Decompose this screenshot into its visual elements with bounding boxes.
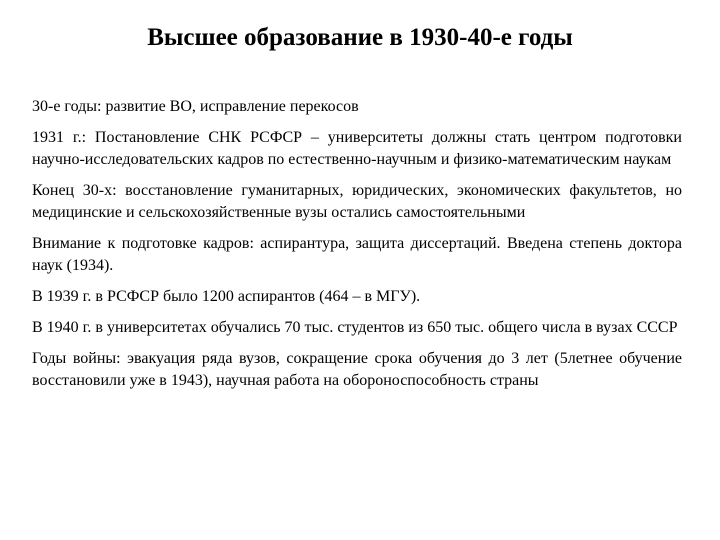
list-item: 30-е годы: развитие ВО, исправление перекосов	[32, 98, 359, 115]
list-item: В 1940 г. в университетах обучались 70 тыс. студентов из 650 тыс. общего числа в вузах СССР	[32, 319, 678, 336]
list-item: Внимание к подготовке кадров: аспирантура, защита диссертаций. Введена степень доктора наук (1934).	[32, 235, 682, 274]
bullet-list	[32, 96, 682, 401]
list-item: Годы войны: эвакуация ряда вузов, сокращение срока обучения до 3 лет (5летнее обучение восстановили уже в 1943), научная работа на обороноспособность страны	[32, 350, 682, 389]
slide-title: Высшее образование в 1930-40-е годы	[147, 24, 573, 51]
list-item: Конец 30-х: восстановление гуманитарных, юридических, экономических факультетов, но медицинские и сельскохозяйственные вузы остались самостоятельными	[32, 182, 682, 221]
list-item: 1931 г.: Постановление СНК РСФСР – университеты должны стать центром подготовки научно-исследовательских кадров по естественно-научным и физико-математическим наукам	[32, 129, 682, 168]
list-item: В 1939 г. в РСФСР было 1200 аспирантов (464 – в МГУ).	[32, 288, 421, 305]
